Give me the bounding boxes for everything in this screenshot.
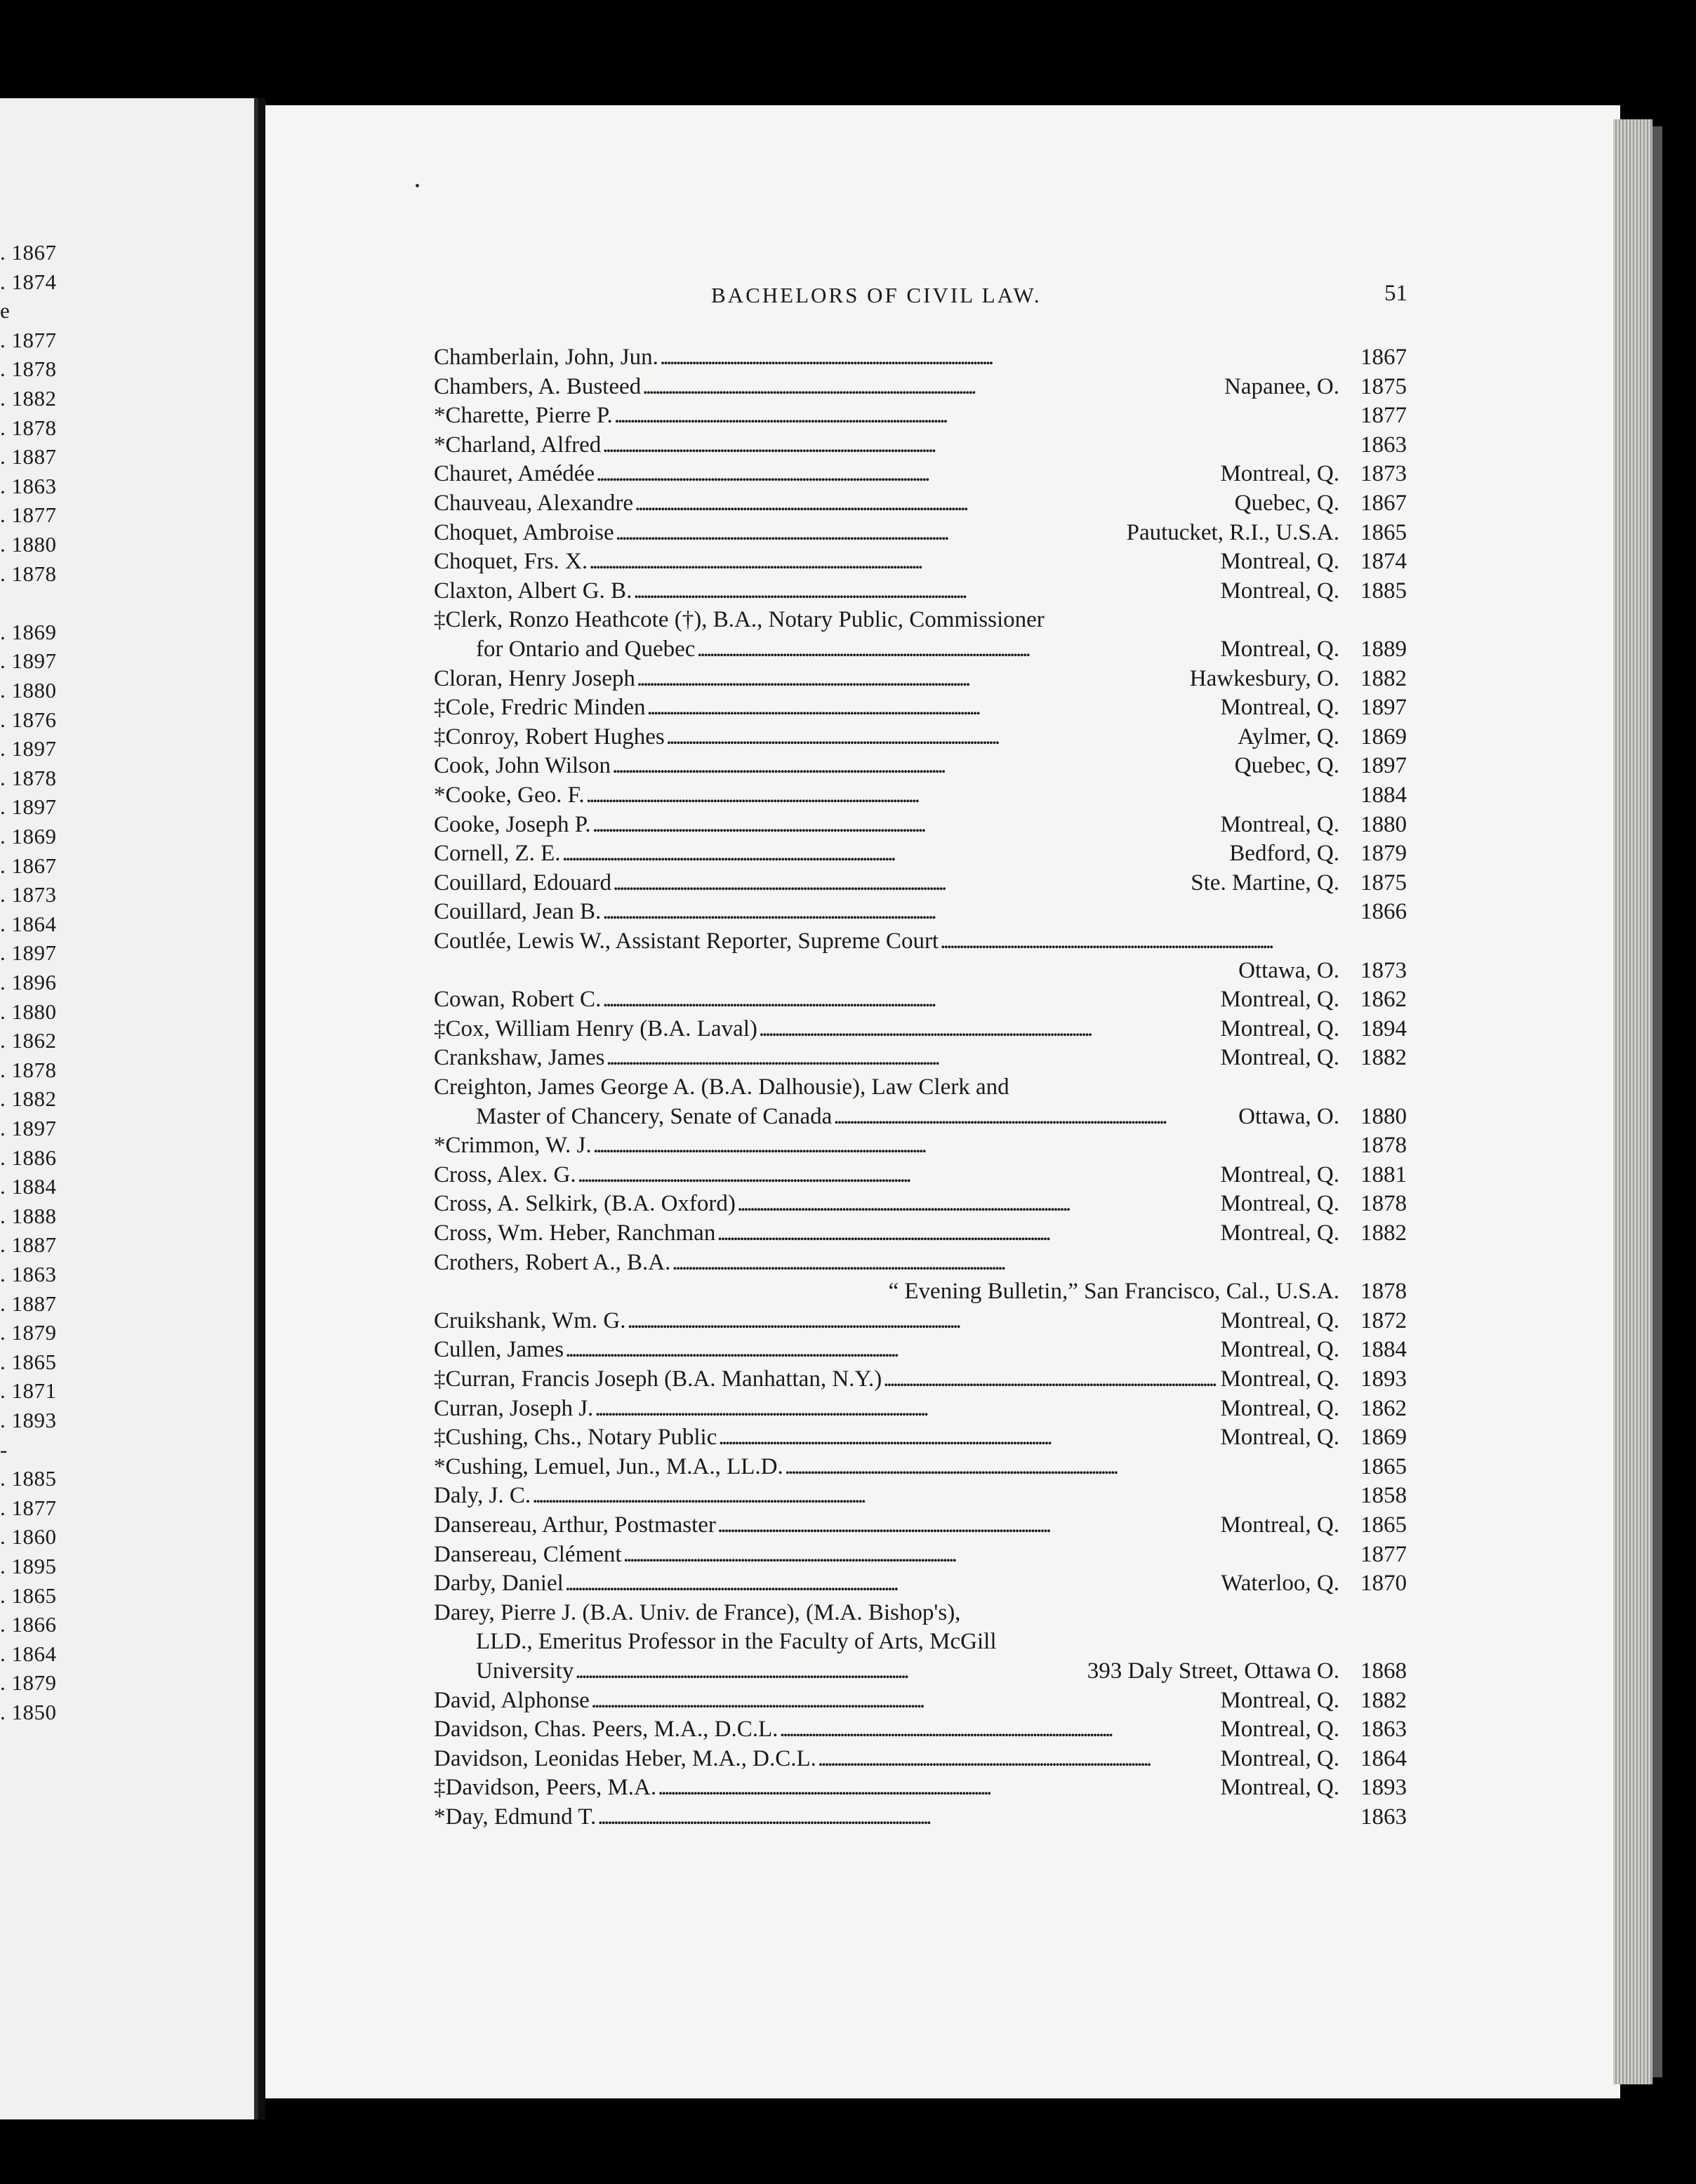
entry-year: 1878 (1360, 1191, 1407, 1217)
dot-leader (595, 459, 1220, 488)
dot-leader (656, 1773, 1220, 1802)
left-page-year: . 1884 (0, 1174, 57, 1199)
entry-place: Ste. Martine, Q. (1191, 870, 1339, 895)
entry-place: Montreal, Q. (1220, 1512, 1339, 1538)
dot-leader (832, 1102, 1238, 1131)
entry-name: Cullen, James (434, 1337, 564, 1363)
entry-year: 1875 (1360, 373, 1407, 399)
left-page-year: . 1893 (0, 1408, 57, 1432)
entry-row (434, 518, 1407, 547)
entry-place: Ottawa, O. (1238, 1103, 1339, 1129)
entry-row (434, 430, 1407, 460)
dot-leader (596, 1802, 1339, 1832)
entry-place: Hawkesbury, O. (1189, 665, 1339, 691)
dot-leader (715, 1218, 1220, 1248)
entry-year: 1893 (1360, 1366, 1407, 1392)
entry-row (434, 693, 1407, 722)
entry-place: Quebec, Q. (1234, 753, 1339, 779)
entry-row (434, 401, 1407, 430)
entry-name: Dansereau, Clément (434, 1541, 622, 1567)
dot-leader (564, 1335, 1220, 1364)
entry-year: 1866 (1360, 899, 1407, 925)
entry-name: Creighton, James George A. (B.A. Dalhousie), Law Clerk and (434, 1074, 1009, 1100)
entry-name: Darby, Daniel (434, 1571, 564, 1597)
entry-place: Montreal, Q. (1220, 1045, 1339, 1071)
entry-place: 393 Daly Street, Ottawa O. (1087, 1658, 1339, 1684)
entry-row (434, 605, 1407, 634)
entry-place: Montreal, Q. (1220, 549, 1339, 575)
entry-place: Ottawa, O. (1238, 957, 1339, 983)
entry-row (434, 868, 1407, 898)
entry-name: Daly, J. C. (434, 1483, 531, 1509)
left-page-year: . 1869 (0, 824, 57, 848)
entry-name: Claxton, Albert G. B. (434, 578, 632, 604)
entry-row (434, 1394, 1407, 1423)
entry-year: 1864 (1360, 1745, 1407, 1771)
page-number: 51 (1384, 281, 1407, 306)
dot-leader (783, 1452, 1339, 1481)
left-page-year: . 1897 (0, 736, 57, 761)
left-page-year: . 1871 (0, 1378, 57, 1404)
entry-name: *Charette, Pierre P. (434, 403, 613, 429)
left-page-year: . 1897 (0, 648, 57, 674)
entry-name: *Charland, Alfred (434, 432, 602, 458)
left-page-year: . 1865 (0, 1349, 57, 1374)
dot-leader (665, 722, 1238, 752)
left-page-year: . 1879 (0, 1320, 57, 1345)
entry-name: Master of Chancery, Senate of Canada (476, 1103, 833, 1129)
left-page-year: . 1864 (0, 911, 57, 936)
entry-year: 1877 (1360, 1541, 1407, 1567)
entry-year: 1863 (1360, 1717, 1407, 1743)
dot-leader (601, 430, 1339, 460)
entry-row (434, 956, 1407, 985)
left-page-year: . 1895 (0, 1554, 57, 1578)
entry-year: 1894 (1360, 1016, 1407, 1041)
entry-place: Montreal, Q. (1220, 1191, 1339, 1217)
left-page-year: . 1877 (0, 1495, 57, 1520)
entry-year: 1867 (1360, 491, 1407, 516)
entry-row (434, 1043, 1407, 1072)
left-page-year: . 1850 (0, 1700, 57, 1724)
entry-row (434, 1014, 1407, 1044)
left-page-year: . 1878 (0, 357, 57, 382)
dot-leader (601, 897, 1339, 926)
entry-name: LLD., Emeritus Professor in the Faculty of Arts, McGill (476, 1629, 997, 1655)
entry-name: Curran, Joseph J. (434, 1395, 594, 1421)
entry-year: 1878 (1360, 1133, 1407, 1159)
dot-leader (614, 518, 1127, 547)
entry-year: 1868 (1360, 1658, 1407, 1684)
entry-year: 1863 (1360, 432, 1407, 458)
entry-name: Couillard, Edouard (434, 870, 611, 895)
entry-row (434, 1072, 1407, 1102)
entry-name: Chamberlain, John, Jun. (434, 345, 658, 370)
entry-name: Cross, Alex. G. (434, 1161, 576, 1187)
dot-leader (816, 1744, 1221, 1773)
entry-row (434, 547, 1407, 576)
dot-leader (574, 1656, 1087, 1686)
entry-row (434, 372, 1407, 401)
dot-leader (613, 401, 1339, 430)
entry-name: ‡Cole, Fredric Minden (434, 695, 646, 721)
dot-leader (585, 780, 1339, 810)
entry-year: 1873 (1360, 957, 1407, 983)
entry-row (434, 1131, 1407, 1160)
entry-name: ‡Conroy, Robert Hughes (434, 724, 665, 750)
entry-place: Pautucket, R.I., U.S.A. (1126, 519, 1339, 545)
dot-leader (632, 576, 1220, 606)
left-page-year: - (0, 1437, 8, 1462)
entry-place: Montreal, Q. (1220, 1425, 1339, 1451)
left-page-year: . 1885 (0, 1466, 57, 1491)
left-page-year: . 1876 (0, 707, 57, 732)
entry-place: Montreal, Q. (1220, 637, 1339, 662)
entry-name: University (476, 1658, 574, 1684)
entry-year: 1869 (1360, 724, 1407, 750)
entry-year: 1884 (1360, 783, 1407, 808)
left-page-year: . 1867 (0, 240, 57, 265)
entry-row (434, 1686, 1407, 1715)
left-page-year: . 1879 (0, 1670, 57, 1696)
entry-year: 1884 (1360, 1337, 1407, 1363)
left-page-year: . 1877 (0, 502, 57, 528)
entry-row (434, 780, 1407, 810)
entry-name: Davidson, Leonidas Heber, M.A., D.C.L. (434, 1745, 816, 1771)
entry-year: 1870 (1360, 1571, 1407, 1597)
entry-place: Montreal, Q. (1220, 987, 1339, 1013)
entry-name: Cooke, Joseph P. (434, 811, 591, 837)
entry-name: Cook, John Wilson (434, 753, 611, 779)
left-page-year: . 1874 (0, 269, 57, 294)
entry-name: Cornell, Z. E. (434, 841, 561, 867)
entry-name: Choquet, Frs. X. (434, 549, 588, 575)
page-gutter (258, 98, 265, 2119)
dot-leader (531, 1481, 1339, 1510)
entry-year: 1869 (1360, 1425, 1407, 1451)
entry-row (434, 488, 1407, 518)
entry-row (434, 1218, 1407, 1248)
left-page-year: . 1873 (0, 882, 57, 907)
left-page-year: e (0, 298, 11, 324)
running-title: BACHELORS OF CIVIL LAW. (711, 283, 1042, 307)
left-page-year: . 1886 (0, 1145, 57, 1170)
page-edges (1613, 119, 1652, 2084)
entry-year: 1874 (1360, 549, 1407, 575)
entry-row (476, 634, 1407, 664)
dot-leader (882, 1364, 1220, 1394)
dot-leader (611, 868, 1191, 898)
left-page-year: . 1863 (0, 1262, 57, 1286)
entry-row (434, 1335, 1407, 1364)
left-page-year: . 1869 (0, 619, 57, 644)
entry-name: ‡Curran, Francis Joseph (B.A. Manhattan, N.Y.) (434, 1366, 882, 1392)
entry-year: 1875 (1360, 870, 1407, 895)
entry-row (434, 1248, 1407, 1277)
entry-place: Napanee, O. (1224, 373, 1339, 399)
entry-name: ‡Cushing, Chs., Notary Public (434, 1425, 717, 1451)
dot-leader (736, 1189, 1221, 1218)
entry-name: Dansereau, Arthur, Postmaster (434, 1512, 716, 1538)
left-page-year: . 1897 (0, 940, 57, 966)
left-page-year: . 1877 (0, 327, 57, 352)
dot-leader (592, 1131, 1339, 1160)
left-page-year: . 1897 (0, 1116, 57, 1140)
entry-name: *Crimmon, W. J. (434, 1133, 592, 1159)
entry-place: Montreal, Q. (1220, 578, 1339, 604)
entry-row (434, 722, 1407, 752)
entry-name: Crankshaw, James (434, 1045, 605, 1071)
entry-name: ‡Cox, William Henry (B.A. Laval) (434, 1016, 757, 1041)
entry-place: Montreal, Q. (1220, 1717, 1339, 1743)
entry-place: Aylmer, Q. (1237, 724, 1339, 750)
left-page (0, 98, 258, 2119)
entry-row (434, 664, 1407, 693)
entry-row (434, 1306, 1407, 1336)
dot-leader (576, 1160, 1221, 1190)
dot-leader (593, 1394, 1220, 1423)
left-page-year: . 1888 (0, 1203, 57, 1228)
entry-place: Montreal, Q. (1220, 811, 1339, 837)
entry-name: Cross, Wm. Heber, Ranchman (434, 1220, 716, 1246)
entry-row (434, 751, 1407, 780)
entry-row (434, 1569, 1407, 1598)
entry-year: 1862 (1360, 987, 1407, 1013)
left-page-year: . 1865 (0, 1583, 57, 1608)
entry-name: Coutlée, Lewis W., Assistant Reporter, Supreme Court (434, 928, 939, 954)
dot-leader (622, 1540, 1339, 1569)
entry-place: Montreal, Q. (1220, 1366, 1339, 1392)
entry-row (434, 342, 1407, 372)
dot-leader (604, 1043, 1220, 1072)
left-page-year: . 1866 (0, 1612, 57, 1637)
left-page-year: . 1878 (0, 1057, 57, 1082)
entry-row (434, 1277, 1407, 1306)
entry-name: Crothers, Robert A., B.A. (434, 1249, 671, 1275)
entry-place: Montreal, Q. (1220, 461, 1339, 487)
dot-leader (561, 839, 1230, 868)
entry-name: *Cooke, Geo. F. (434, 783, 585, 808)
entry-row (434, 926, 1407, 956)
entry-name: *Day, Edmund T. (434, 1804, 597, 1830)
left-page-year: . 1862 (0, 1028, 57, 1053)
entry-year: 1865 (1360, 1512, 1407, 1538)
entry-row (434, 1510, 1407, 1540)
entry-row (476, 1627, 1407, 1656)
dot-leader (670, 1248, 1407, 1277)
left-page-year: . 1887 (0, 1232, 57, 1258)
dot-leader (635, 664, 1190, 693)
dot-leader (757, 1014, 1221, 1044)
left-page-year: . 1860 (0, 1524, 57, 1550)
entry-place: Montreal, Q. (1220, 1775, 1339, 1801)
entry-year: 1882 (1360, 665, 1407, 691)
left-page-year: . 1880 (0, 678, 57, 703)
entry-place: Montreal, Q. (1220, 1337, 1339, 1363)
entry-year: 1897 (1360, 695, 1407, 721)
left-page-year: . 1897 (0, 794, 57, 820)
entry-year: 1880 (1360, 811, 1407, 837)
entry-year: 1885 (1360, 578, 1407, 604)
entry-year: 1862 (1360, 1395, 1407, 1421)
left-page-year: . 1867 (0, 853, 57, 878)
left-page-year: . 1880 (0, 532, 57, 557)
left-page-year: . 1878 (0, 765, 57, 790)
entry-place: Montreal, Q. (1220, 1220, 1339, 1246)
entry-name: ‡Davidson, Peers, M.A. (434, 1775, 657, 1801)
entry-year: 1858 (1360, 1483, 1407, 1509)
entry-name: Chambers, A. Busteed (434, 373, 642, 399)
dot-leader (611, 751, 1235, 780)
entry-place: Montreal, Q. (1220, 1687, 1339, 1713)
entry-name: Cloran, Henry Joseph (434, 665, 635, 691)
entry-year: 1865 (1360, 519, 1407, 545)
left-page-year: . 1887 (0, 444, 57, 470)
left-page-year: . 1887 (0, 1291, 57, 1316)
dot-leader (590, 1686, 1221, 1715)
left-page-year: . 1878 (0, 561, 57, 586)
entry-row (434, 576, 1407, 606)
left-page-year: . 1863 (0, 473, 57, 498)
entry-year: 1872 (1360, 1307, 1407, 1333)
entry-row (434, 1189, 1407, 1218)
entry-year: 1882 (1360, 1687, 1407, 1713)
entry-place: Waterloo, Q. (1221, 1571, 1339, 1597)
entry-year: 1867 (1360, 345, 1407, 370)
entry-place: “ Evening Bulletin,” San Francisco, Cal., U.S.A. (888, 1279, 1339, 1305)
entry-name: Chauret, Amédée (434, 461, 595, 487)
entry-year: 1877 (1360, 403, 1407, 429)
entry-year: 1865 (1360, 1453, 1407, 1479)
entry-row (434, 1364, 1407, 1394)
entry-year: 1889 (1360, 637, 1407, 662)
entry-name: Choquet, Ambroise (434, 519, 614, 545)
entry-name: Couillard, Jean B. (434, 899, 602, 925)
book-cover-edge (1652, 126, 1662, 2077)
entry-name: ‡Clerk, Ronzo Heathcote (†), B.A., Notary Public, Commissioner (434, 607, 1045, 633)
entry-name: David, Alphonse (434, 1687, 590, 1713)
entry-row (434, 459, 1407, 488)
entry-year: 1882 (1360, 1045, 1407, 1071)
entry-place: Montreal, Q. (1220, 1161, 1339, 1187)
entry-name: for Ontario and Quebec (476, 637, 696, 662)
entry-name: Darey, Pierre J. (B.A. Univ. de France), (M.A. Bishop's), (434, 1599, 961, 1625)
entry-row (476, 1102, 1407, 1131)
entry-row (434, 810, 1407, 839)
dot-leader (588, 547, 1220, 576)
entry-year: 1878 (1360, 1279, 1407, 1305)
entry-row (434, 897, 1407, 926)
entry-row (434, 1481, 1407, 1510)
entry-name: Cruikshank, Wm. G. (434, 1307, 626, 1333)
entry-row (476, 1656, 1407, 1686)
entry-place: Montreal, Q. (1220, 1307, 1339, 1333)
entry-row (434, 1160, 1407, 1190)
dot-leader (633, 488, 1235, 518)
print-speck (416, 184, 419, 187)
entry-name: Davidson, Chas. Peers, M.A., D.C.L. (434, 1717, 779, 1743)
dot-leader (601, 985, 1220, 1014)
dot-leader (625, 1306, 1220, 1336)
entry-place: Montreal, Q. (1220, 1745, 1339, 1771)
entry-year: 1863 (1360, 1804, 1407, 1830)
dot-leader (591, 810, 1221, 839)
entry-name: *Cushing, Lemuel, Jun., M.A., LL.D. (434, 1453, 783, 1479)
dot-leader (717, 1423, 1220, 1452)
entry-row (434, 1802, 1407, 1832)
dot-leader (716, 1510, 1221, 1540)
entry-name: Cowan, Robert C. (434, 987, 602, 1013)
entry-row (434, 1744, 1407, 1773)
entry-year: 1882 (1360, 1220, 1407, 1246)
dot-leader (641, 372, 1224, 401)
entry-name: Cross, A. Selkirk, (B.A. Oxford) (434, 1191, 736, 1217)
entry-year: 1893 (1360, 1775, 1407, 1801)
entry-year: 1881 (1360, 1161, 1407, 1187)
entry-year: 1879 (1360, 841, 1407, 867)
left-page-year: . 1882 (0, 386, 57, 411)
entry-year: 1897 (1360, 753, 1407, 779)
entry-place: Bedford, Q. (1229, 841, 1339, 867)
entry-row (434, 839, 1407, 868)
left-page-year: . 1864 (0, 1641, 57, 1666)
entry-year: 1873 (1360, 461, 1407, 487)
dot-leader (658, 342, 1339, 372)
entry-place: Montreal, Q. (1220, 1395, 1339, 1421)
left-page-year: . 1896 (0, 970, 57, 994)
dot-leader (564, 1569, 1221, 1598)
entry-row (434, 985, 1407, 1014)
entry-row (434, 1714, 1407, 1744)
entry-place: Quebec, Q. (1234, 491, 1339, 516)
entry-year: 1880 (1360, 1103, 1407, 1129)
entry-place: Montreal, Q. (1220, 1016, 1339, 1041)
left-page-year: . 1878 (0, 415, 57, 440)
left-page-year: . 1882 (0, 1086, 57, 1112)
entry-row (434, 1452, 1407, 1481)
dot-leader (778, 1714, 1220, 1744)
dot-leader (695, 634, 1220, 664)
entry-name: Chauveau, Alexandre (434, 491, 634, 516)
left-page-year: . 1880 (0, 999, 57, 1024)
entry-row (434, 1598, 1407, 1627)
entry-place: Montreal, Q. (1220, 695, 1339, 721)
dot-leader (646, 693, 1221, 722)
dot-leader (939, 926, 1407, 956)
entry-row (434, 1773, 1407, 1802)
entry-row (434, 1540, 1407, 1569)
entry-row (434, 1423, 1407, 1452)
